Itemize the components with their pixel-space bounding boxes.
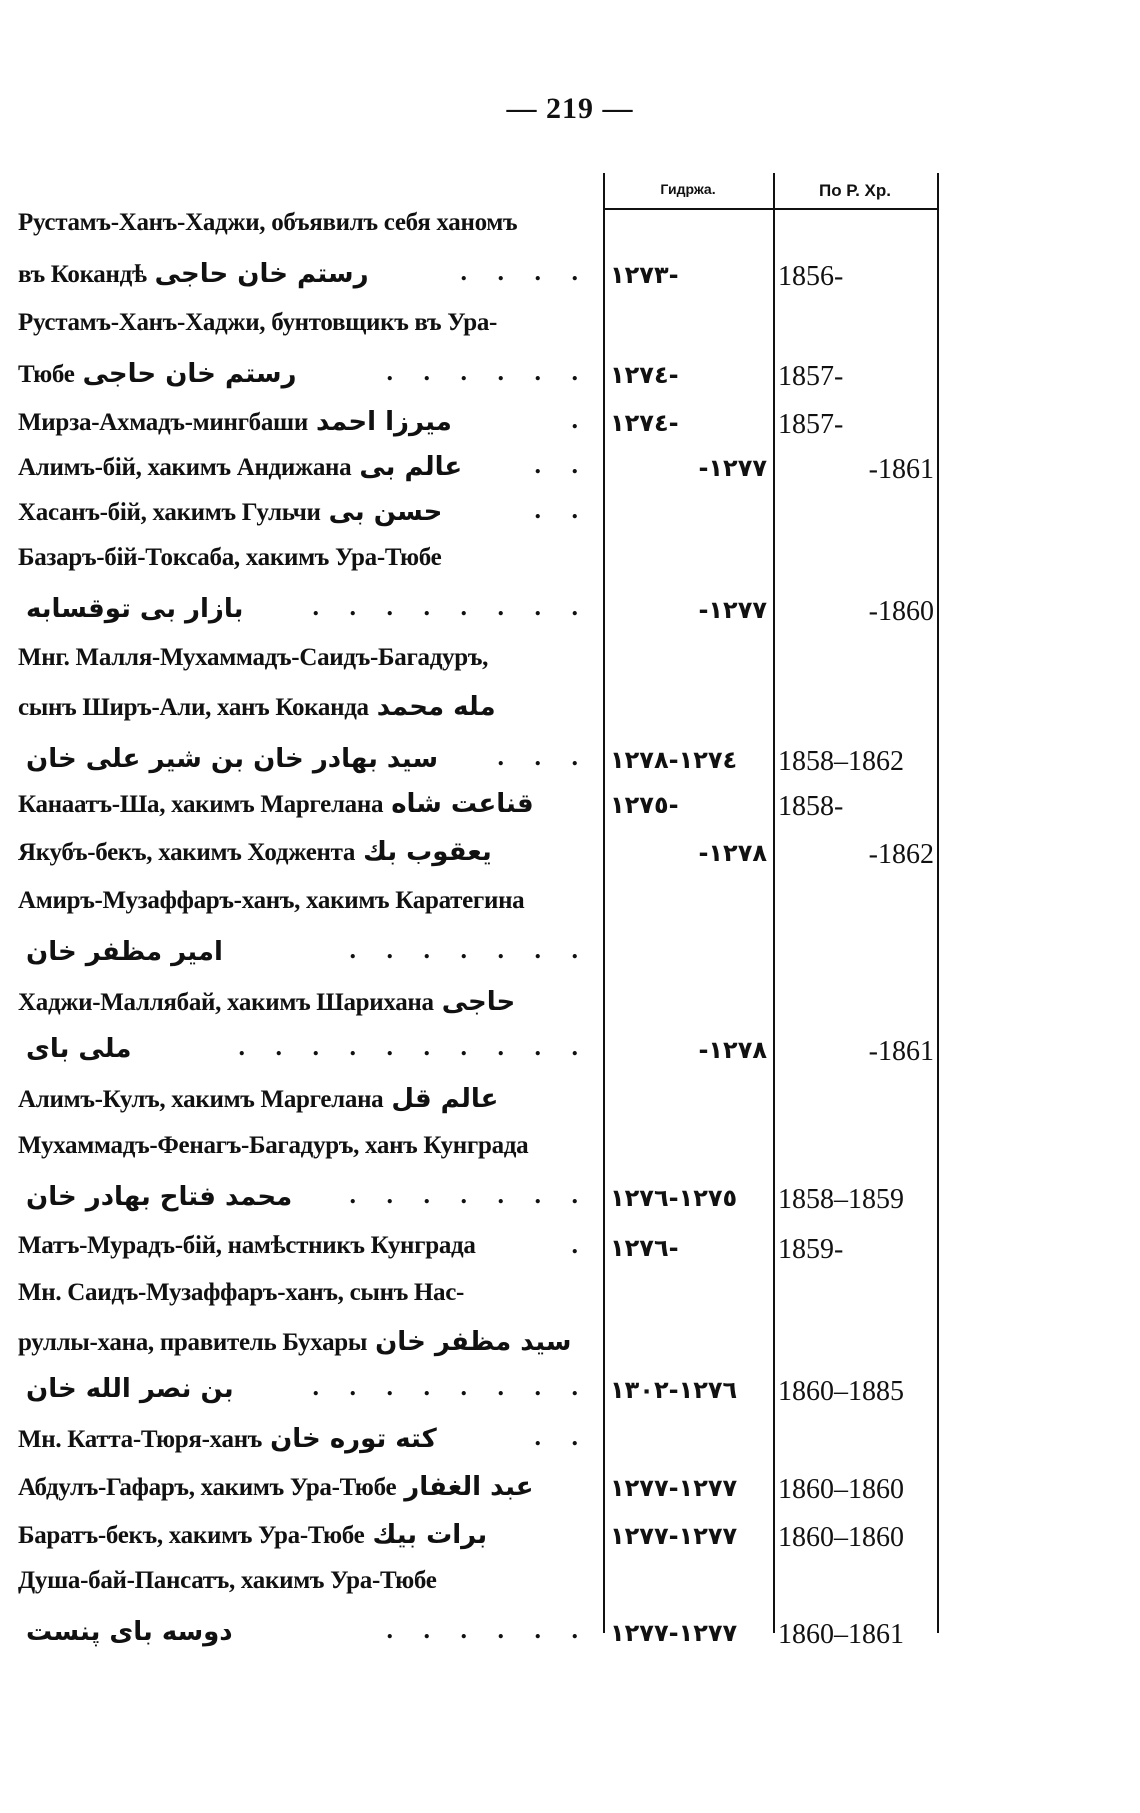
ruler-name [18, 1034, 139, 1064]
column-divider-right [937, 173, 939, 1633]
hijra-date: ١٢٧٤- [610, 361, 679, 389]
ruler-name: Матъ-Мурадъ-бій, намѣстникъ Кунграда [18, 1232, 476, 1259]
ruler-name [18, 1374, 242, 1404]
ruler-name-arabic: رستم خان حاجی [154, 259, 369, 289]
ruler-name [18, 1182, 300, 1212]
ad-date: 1858- [778, 791, 844, 822]
ruler-entry [0, 688, 935, 732]
leader-dots: . . . . . . . [349, 1180, 590, 1209]
leader-dots: . . . . . . . . [312, 592, 590, 621]
ruler-entry [0, 403, 935, 447]
ruler-entry [0, 540, 935, 584]
ruler-name: сынъ Ширъ-Али, ханъ Коканда مله محمد [18, 692, 496, 722]
ruler-entry [0, 590, 935, 634]
ruler-name: Амиръ-Музаффаръ-ханъ, хакимъ Каратегина [18, 887, 525, 914]
ruler-entry [0, 1178, 935, 1222]
ruler-name-arabic: برات بیك [372, 1520, 488, 1550]
ruler-name: Рустамъ-Ханъ-Хаджи, бунтовщикъ въ Ура- [18, 309, 498, 336]
ruler-name: Базаръ-бій-Токсаба, хакимъ Ура-Тюбе [18, 544, 442, 571]
ruler-entry [0, 255, 935, 299]
hijra-date: ١٢٧٤- [610, 409, 679, 437]
ruler-name: Рустамъ-Ханъ-Хаджи, объявилъ себя ханомъ [18, 209, 518, 236]
ad-date: 1858–1862 [778, 746, 904, 777]
ruler-name-arabic: بازار بی توقسابه [26, 594, 244, 624]
hijra-date: ١٢٧٥-١٢٧٦ [610, 1184, 738, 1212]
hijra-date: ١٢٧٤-١٢٧٨ [610, 746, 738, 774]
ruler-name-arabic: یعقوب بك [363, 837, 492, 867]
ruler-name-arabic: رستم خان حاجی [82, 359, 297, 389]
hijra-date: ١٢٧٧-١٢٧٧ [610, 1522, 738, 1550]
hijra-date: ١٢٧٣- [610, 261, 679, 289]
hijra-date: ١٢٧٦-١٣٠٢ [610, 1376, 738, 1404]
ruler-name [18, 594, 251, 624]
hijra-column-header: Гидржа. [660, 181, 716, 197]
ruler-name-arabic: کته توره خان [270, 1424, 437, 1454]
ruler-name-arabic: سید مظفر خان [375, 1327, 572, 1357]
ruler-name [18, 1617, 241, 1647]
ruler-entry [0, 833, 935, 877]
ruler-name: Канаатъ-Ша, хакимъ Маргелана قناعت شاه [18, 789, 534, 819]
ruler-name: въ Кокандѣ رستم خان حاجی [18, 259, 369, 289]
ruler-name: Якубъ-бекъ, хакимъ Ходжента یعقوب بك [18, 837, 492, 867]
ruler-name-arabic: عبد الغفار [404, 1472, 534, 1502]
leader-dots: . . . . . . [386, 357, 590, 386]
hijra-date: ١٢٧٥- [610, 791, 679, 819]
ruler-name: Абдулъ-Гафаръ, хакимъ Ура-Тюбе عبد الغفار [18, 1472, 534, 1502]
ad-date: 1860–1861 [778, 1619, 904, 1650]
leader-dots: . [571, 405, 590, 434]
leader-dots: . . . . . . . . [312, 1372, 590, 1401]
ruler-name-arabic: سید بهادر خان بن شیر علی خان [26, 744, 439, 774]
ad-date: -1861 [868, 1036, 934, 1067]
ruler-name [18, 937, 231, 967]
ruler-entry [0, 1613, 935, 1657]
ad-date: 1860–1860 [778, 1474, 904, 1505]
leader-dots: . . . [497, 742, 590, 771]
ruler-name: Душа-бай-Пансатъ, хакимъ Ура-Тюбе [18, 1567, 437, 1594]
ruler-entry [0, 1275, 935, 1319]
leader-dots: . . [534, 450, 590, 479]
ruler-name-arabic: مله محمد [376, 692, 496, 722]
hijra-date: -١٢٧٨ [698, 839, 767, 867]
leader-dots: . . . . . . [386, 1615, 590, 1644]
ruler-entry [0, 883, 935, 927]
ruler-name-arabic: حاجی [441, 987, 516, 1017]
ruler-name-arabic: امیر مظفر خان [26, 937, 223, 967]
ruler-entry [0, 740, 935, 784]
ruler-entry [0, 493, 935, 537]
ruler-name-arabic: بن نصر الله خان [26, 1374, 234, 1404]
leader-dots: . . [534, 495, 590, 524]
ruler-name-arabic: محمد فتاح بهادر خان [26, 1182, 293, 1212]
page-number: — 219 — [506, 92, 634, 125]
ruler-entry [0, 1228, 935, 1272]
ad-date: 1860–1860 [778, 1522, 904, 1553]
ruler-entry [0, 1030, 935, 1074]
ruler-name: Алимъ-бій, хакимъ Андижана عالم بی [18, 452, 463, 482]
ruler-entry [0, 1128, 935, 1172]
ruler-entry [0, 640, 935, 684]
ruler-name-arabic: ملی بای [26, 1034, 132, 1064]
ad-date: 1856- [778, 261, 844, 292]
ruler-name: Алимъ-Кулъ, хакимъ Маргелана عالم قل [18, 1084, 499, 1114]
ruler-entry [0, 1420, 935, 1464]
leader-dots: . . . . . . . . . . [238, 1032, 590, 1061]
ad-date: 1858–1859 [778, 1184, 904, 1215]
ad-date: -1861 [868, 454, 934, 485]
hijra-date: ١٢٧٦- [610, 1234, 679, 1262]
ruler-entry [0, 785, 935, 829]
ad-date: 1859- [778, 1234, 844, 1265]
ad-date: 1860–1885 [778, 1376, 904, 1407]
ruler-name-arabic: عالم قل [391, 1084, 499, 1114]
ruler-name: Мухаммадъ-Фенагъ-Багадуръ, ханъ Кунграда [18, 1132, 529, 1159]
hijra-date: -١٢٧٨ [698, 1036, 767, 1064]
ruler-name-arabic: دوسه بای پنست [26, 1617, 233, 1647]
ruler-name: руллы-хана, правитель Бухары سید مظفر خان [18, 1327, 572, 1357]
hijra-date: -١٢٧٧ [698, 596, 767, 624]
ruler-name: Мн. Саидъ-Музаффаръ-ханъ, сынъ Нас- [18, 1279, 465, 1306]
ad-date: 1857- [778, 409, 844, 440]
ruler-name-arabic: میرزا احمد [315, 407, 452, 437]
ad-column-header: По Р. Хр. [818, 181, 891, 200]
ruler-entry [0, 1080, 935, 1124]
ruler-entry [0, 1516, 935, 1560]
ruler-name: Хаджи-Маллябай, хакимъ Шарихана حاجی [18, 987, 516, 1017]
ruler-entry [0, 355, 935, 399]
ruler-name: Тюбе رستم خان حاجی [18, 359, 297, 389]
ruler-entry [0, 1370, 935, 1414]
leader-dots: . . . . [460, 257, 590, 286]
ad-date: 1857- [778, 361, 844, 392]
ruler-entry [0, 1563, 935, 1607]
ruler-entry [0, 305, 935, 349]
ruler-entry [0, 1468, 935, 1512]
ruler-name [18, 744, 446, 774]
leader-dots: . . [534, 1422, 590, 1451]
ruler-name: Мн. Катта-Тюря-ханъ کته توره خان [18, 1424, 437, 1454]
ruler-name-arabic: قناعت شاه [391, 789, 534, 819]
ruler-name: Хасанъ-бій, хакимъ Гульчи حسن بی [18, 497, 443, 527]
ruler-entry [0, 1323, 935, 1367]
leader-dots: . . . . . . . [349, 935, 590, 964]
ruler-name: Мирза-Ахмадъ-мингбаши میرزا احمد [18, 407, 452, 437]
ruler-entry [0, 205, 935, 249]
ad-date: -1860 [868, 596, 934, 627]
hijra-date: ١٢٧٧-١٢٧٧ [610, 1474, 738, 1502]
leader-dots: . [571, 1230, 590, 1259]
ruler-entry [0, 933, 935, 977]
ruler-name: Мнг. Малля-Мухаммадъ-Саидъ-Багадуръ, [18, 644, 489, 671]
hijra-date: -١٢٧٧ [698, 454, 767, 482]
ruler-name-arabic: عالم بی [359, 452, 463, 482]
ruler-entry [0, 448, 935, 492]
ruler-entry [0, 983, 935, 1027]
hijra-date: ١٢٧٧-١٢٧٧ [610, 1619, 738, 1647]
ruler-name-arabic: حسن بی [328, 497, 443, 527]
ad-date: -1862 [868, 839, 934, 870]
ruler-name: Баратъ-бекъ, хакимъ Ура-Тюбе برات بیك [18, 1520, 488, 1550]
